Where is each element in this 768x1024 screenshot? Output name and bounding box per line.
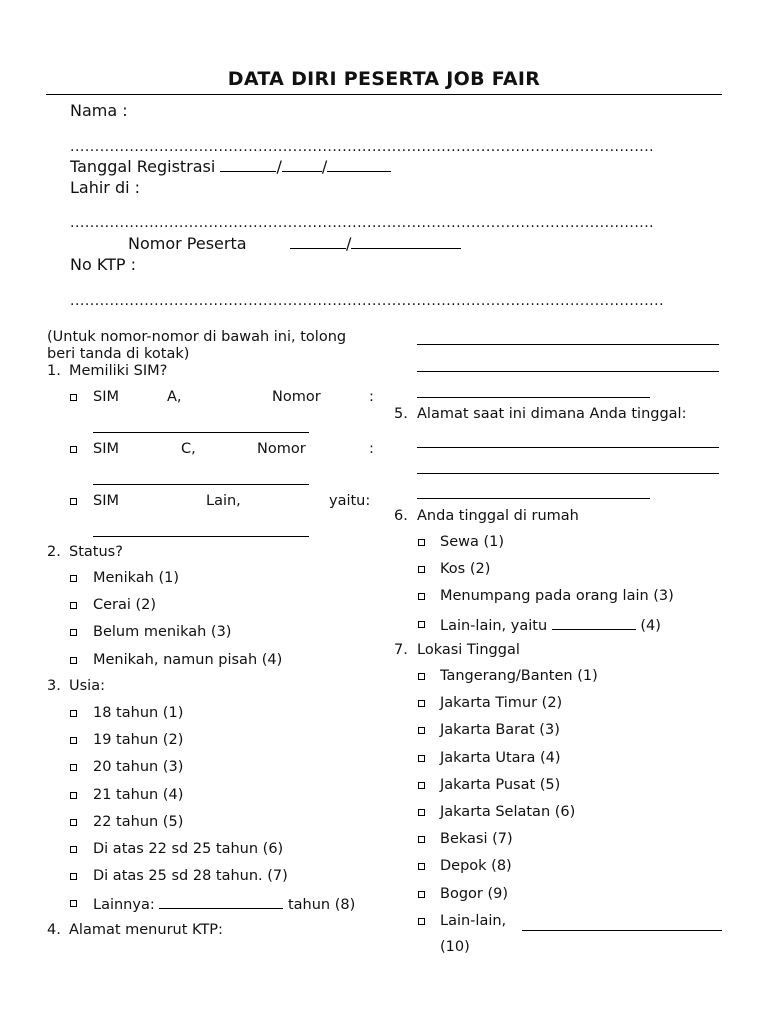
lokasi-option-checkbox[interactable]: [418, 836, 425, 843]
usia-option-checkbox[interactable]: [70, 710, 77, 717]
lokasi-other-suffix: (10): [440, 939, 470, 955]
rumah-other-suffix: (4): [640, 618, 661, 634]
usia-option-label: 21 tahun (4): [93, 787, 184, 803]
sim-lain-type: Lain,: [206, 493, 241, 509]
lokasi-option-label: Bekasi (7): [440, 831, 513, 847]
intro-line-2: beri tanda di kotak): [47, 346, 190, 362]
tanggal-registrasi-label: [70, 157, 391, 176]
q1-number: 1.: [47, 363, 61, 379]
nomor-peserta-blank-2[interactable]: [351, 235, 461, 249]
status-option-label: Cerai (2): [93, 597, 157, 613]
nomor-peserta-blank-1[interactable]: [290, 235, 346, 249]
sim-c-text: SIM: [93, 441, 119, 457]
q1-label: Memiliki SIM?: [69, 363, 168, 379]
sim-lain-blank[interactable]: [93, 536, 309, 537]
usia-option-checkbox[interactable]: [70, 846, 77, 853]
nomor-peserta-label: Nomor Peserta: [128, 234, 247, 253]
intro-line-1: (Untuk nomor-nomor di bawah ini, tolong: [47, 329, 347, 345]
usia-option-label: Di atas 25 sd 28 tahun. (7): [93, 868, 288, 884]
usia-other-checkbox[interactable]: [70, 900, 77, 907]
status-option-label: Menikah, namun pisah (4): [93, 652, 283, 668]
q2-number: 2.: [47, 544, 61, 560]
lokasi-option-label: Depok (8): [440, 858, 512, 874]
tanggal-slash-2: /: [321, 157, 328, 176]
q7-number: 7.: [394, 642, 408, 658]
q3-label: Usia:: [69, 678, 105, 694]
sim-c-colon: :: [369, 441, 374, 457]
lokasi-option-checkbox[interactable]: [418, 891, 425, 898]
q5-number: 5.: [394, 406, 408, 422]
sim-c-nomor: Nomor: [257, 441, 306, 457]
q6-number: 6.: [394, 508, 408, 524]
status-option-label: Belum menikah (3): [93, 624, 232, 640]
lokasi-option-checkbox[interactable]: [418, 700, 425, 707]
sim-a-nomor: Nomor: [272, 389, 321, 405]
lokasi-option-label: Jakarta Utara (4): [440, 750, 561, 766]
rumah-option-label: Menumpang pada orang lain (3): [440, 588, 674, 604]
usia-option-label: Di atas 22 sd 25 tahun (6): [93, 841, 284, 857]
usia-other-suffix: tahun (8): [287, 897, 356, 913]
sim-c-type: C,: [181, 441, 196, 457]
usia-option-label: 20 tahun (3): [93, 759, 184, 775]
ktp-label: No KTP :: [70, 255, 136, 274]
q4-number: 4.: [47, 922, 61, 938]
alamat-ktp-line-1[interactable]: [417, 344, 719, 345]
rumah-option-label: Sewa (1): [440, 534, 505, 550]
alamat-tinggal-line-1[interactable]: [417, 447, 719, 448]
status-option-checkbox[interactable]: [70, 575, 77, 582]
rumah-option-checkbox[interactable]: [418, 566, 425, 573]
usia-option-label: 18 tahun (1): [93, 705, 184, 721]
lokasi-option-label: Jakarta Pusat (5): [440, 777, 561, 793]
rumah-option-checkbox[interactable]: [418, 539, 425, 546]
usia-other-prefix: Lainnya:: [93, 897, 155, 913]
rumah-option-checkbox[interactable]: [418, 593, 425, 600]
rumah-option-label: Kos (2): [440, 561, 491, 577]
sim-a-text: SIM: [93, 389, 119, 405]
usia-other-label: [93, 895, 355, 913]
sim-c-checkbox[interactable]: [70, 446, 77, 453]
lokasi-option-checkbox[interactable]: [418, 782, 425, 789]
lokasi-option-checkbox[interactable]: [418, 809, 425, 816]
alamat-ktp-line-2[interactable]: [417, 371, 719, 372]
tanggal-slash-1: /: [276, 157, 282, 176]
rumah-other-checkbox[interactable]: [418, 621, 425, 628]
rumah-other-label: [440, 616, 661, 634]
alamat-tinggal-line-2[interactable]: [417, 473, 719, 474]
lokasi-option-checkbox[interactable]: [418, 755, 425, 762]
q5-label: Alamat saat ini dimana Anda tinggal:: [417, 406, 687, 422]
status-option-label: Menikah (1): [93, 570, 180, 586]
status-option-checkbox[interactable]: [70, 657, 77, 664]
lokasi-option-checkbox[interactable]: [418, 727, 425, 734]
rumah-other-blank[interactable]: [552, 616, 636, 630]
sim-a-colon: :: [369, 389, 374, 405]
usia-option-label: 19 tahun (2): [93, 732, 184, 748]
lahir-dots[interactable]: ......................................................................................................................: [70, 215, 655, 231]
tanggal-month-blank[interactable]: [282, 158, 322, 172]
lokasi-option-label: Jakarta Selatan (6): [440, 804, 576, 820]
nomor-peserta-slash: /: [346, 234, 352, 253]
alamat-tinggal-line-3[interactable]: [417, 498, 650, 499]
lokasi-other-blank[interactable]: [522, 930, 722, 931]
lokasi-option-checkbox[interactable]: [418, 673, 425, 680]
usia-other-blank[interactable]: [159, 895, 283, 909]
q2-label: Status?: [69, 544, 123, 560]
lahir-label: Lahir di :: [70, 178, 141, 197]
sim-a-checkbox[interactable]: [70, 394, 77, 401]
status-option-checkbox[interactable]: [70, 629, 77, 636]
lokasi-option-label: Bogor (9): [440, 886, 509, 902]
q4-label: Alamat menurut KTP:: [69, 922, 223, 938]
sim-lain-yaitu: yaitu:: [329, 493, 371, 509]
title-rule: [46, 94, 722, 95]
status-option-checkbox[interactable]: [70, 602, 77, 609]
tanggal-day-blank[interactable]: [220, 158, 276, 172]
alamat-ktp-line-3[interactable]: [417, 397, 650, 398]
tanggal-registrasi-text: Tanggal Registrasi: [70, 157, 216, 176]
lokasi-option-checkbox[interactable]: [418, 863, 425, 870]
usia-option-checkbox[interactable]: [70, 764, 77, 771]
usia-option-label: 22 tahun (5): [93, 814, 184, 830]
sim-lain-text: SIM: [93, 493, 119, 509]
tanggal-year-blank[interactable]: [327, 158, 391, 172]
nama-dots[interactable]: ......................................................................................................................: [70, 139, 655, 155]
sim-a-blank[interactable]: [93, 432, 309, 433]
ktp-dots[interactable]: ........................................................................................................................: [70, 293, 665, 309]
nama-label: Nama :: [70, 101, 128, 120]
q3-number: 3.: [47, 678, 61, 694]
lokasi-other-checkbox[interactable]: [418, 918, 425, 925]
usia-option-checkbox[interactable]: [70, 792, 77, 799]
lokasi-option-label: Tangerang/Banten (1): [440, 668, 598, 684]
sim-a-type: A,: [167, 389, 182, 405]
lokasi-option-label: Jakarta Barat (3): [440, 722, 560, 738]
form-title: DATA DIRI PESERTA JOB FAIR: [227, 68, 541, 90]
lokasi-other-prefix: Lain-lain,: [440, 913, 507, 929]
sim-c-blank[interactable]: [93, 484, 309, 485]
usia-option-checkbox[interactable]: [70, 737, 77, 744]
nomor-peserta-field: [290, 234, 461, 253]
usia-option-checkbox[interactable]: [70, 819, 77, 826]
sim-lain-checkbox[interactable]: [70, 498, 77, 505]
lokasi-option-label: Jakarta Timur (2): [440, 695, 563, 711]
usia-option-checkbox[interactable]: [70, 873, 77, 880]
q7-label: Lokasi Tinggal: [417, 642, 520, 658]
q6-label: Anda tinggal di rumah: [417, 508, 579, 524]
rumah-other-prefix: Lain-lain, yaitu: [440, 618, 548, 634]
